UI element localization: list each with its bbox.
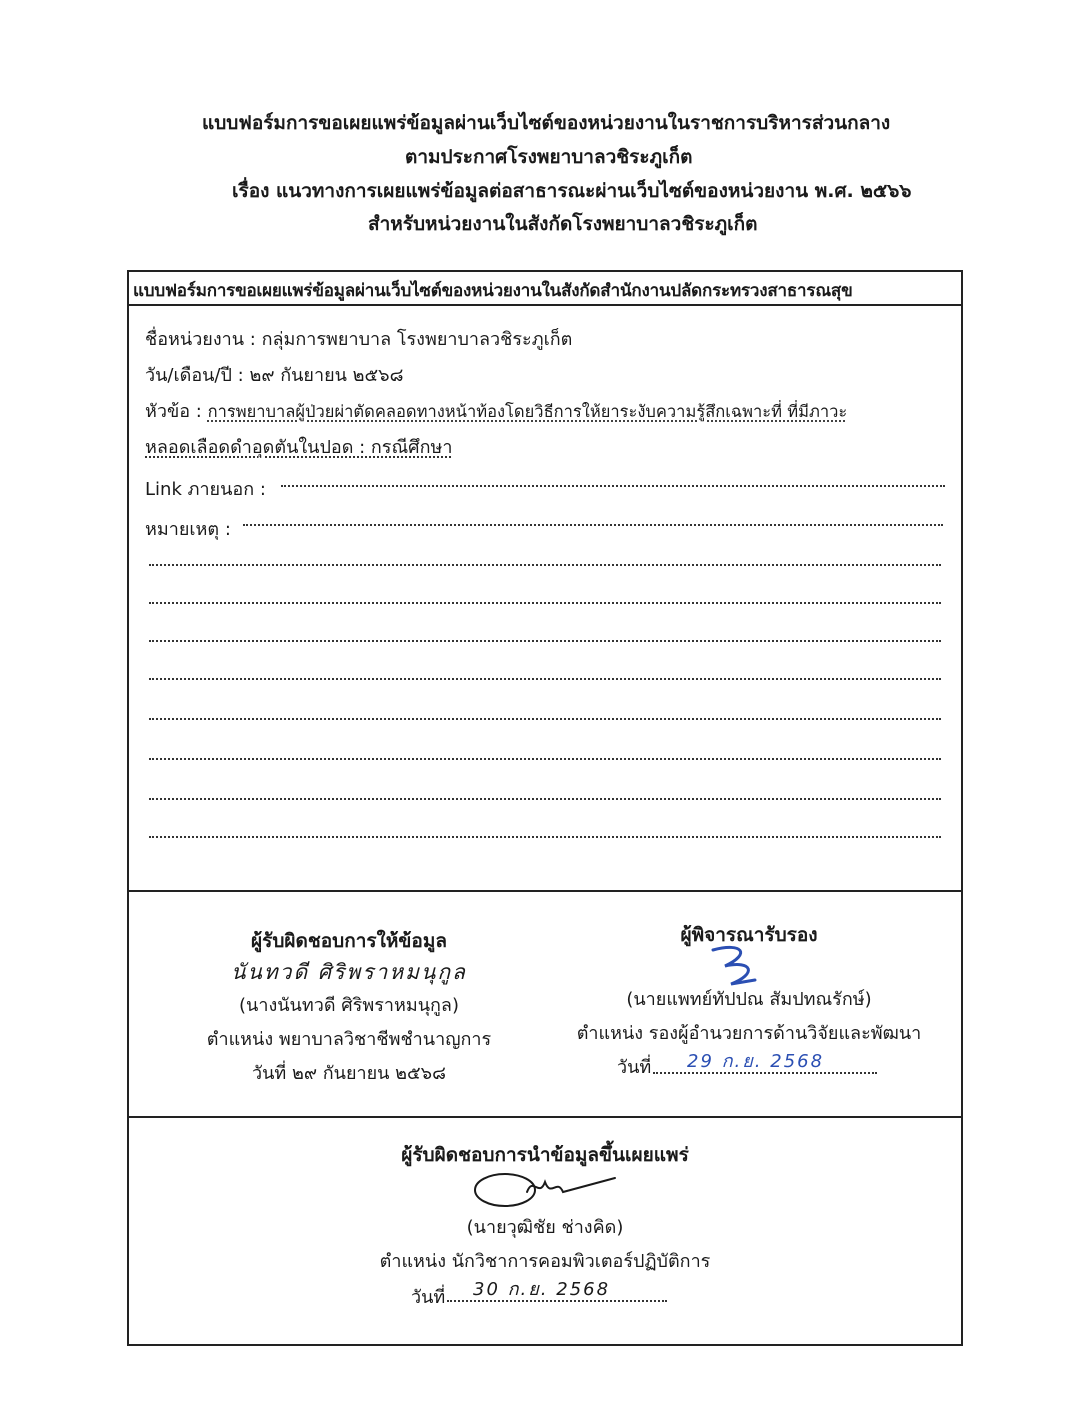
topic-line-1	[145, 396, 847, 425]
publisher-date-handwritten: 30 ก.ย. 2568	[473, 1279, 611, 1300]
note-line[interactable]	[149, 602, 941, 604]
provider-signature: นันทวดี ศิริพราหมนุกูล	[231, 960, 467, 984]
note-line[interactable]	[149, 758, 941, 760]
topic-text-1: การพยาบาลผู้ป่วยผ่าตัดคลอดทางหน้าท้องโดยวิธีการให้ยาระงับความรู้สึกเฉพาะที่ ที่มีภาวะ	[207, 402, 848, 421]
header-line-4: สำหรับหน่วยงานในสังกัดโรงพยาบาลวชิระภูเก็ต	[368, 213, 758, 235]
note-line[interactable]	[149, 640, 941, 642]
publisher-heading: ผู้รับผิดชอบการนำข้อมูลขึ้นเผยแพร่	[401, 1144, 689, 1166]
section-divider	[129, 1116, 961, 1118]
approver-position: ตำแหน่ง รองผู้อำนวยการด้านวิจัยและพัฒนา	[576, 1023, 922, 1044]
approver-date-handwritten: 29 ก.ย. 2568	[687, 1051, 825, 1072]
date-label: วัน/เดือน/ปี :	[145, 365, 244, 386]
provider-position: ตำแหน่ง พยาบาลวิชาชีพชำนาญการ	[206, 1029, 492, 1050]
section-divider	[129, 890, 961, 892]
note-dotted-line[interactable]	[243, 524, 943, 526]
note-line[interactable]	[149, 564, 941, 566]
note-line[interactable]	[149, 718, 941, 720]
header-line-3: เรื่อง แนวทางการเผยแพร่ข้อมูลต่อสาธารณะผ่านเว็บไซต์ของหน่วยงาน พ.ศ. ๒๕๖๖	[232, 180, 912, 202]
unit-label: ชื่อหน่วยงาน :	[145, 329, 256, 350]
note-line[interactable]	[149, 798, 941, 800]
topic-line-2	[145, 432, 452, 461]
provider-heading: ผู้รับผิดชอบการให้ข้อมูล	[251, 930, 447, 952]
form-title-row	[129, 272, 961, 306]
provider-date: วันที่ ๒๙ กันยายน ๒๕๖๘	[251, 1063, 446, 1084]
note-label: หมายเหตุ :	[145, 519, 231, 540]
topic-label: หัวข้อ :	[145, 401, 202, 422]
publisher-signature-mark	[469, 1168, 619, 1212]
topic-text-2: หลอดเลือดดำอุดตันในปอด : กรณีศึกษา	[145, 437, 453, 458]
approver-signature-mark	[703, 940, 767, 988]
form-title: แบบฟอร์มการขอเผยแพร่ข้อมูลผ่านเว็บไซต์ของหน่วยงานในสังกัดสำนักงานปลัดกระทรวงสาธารณสุข	[133, 281, 853, 301]
link-label: Link ภายนอก :	[145, 479, 266, 500]
header-line-1: แบบฟอร์มการขอเผยแพร่ข้อมูลผ่านเว็บไซต์ของหน่วยงานในราชการบริหารส่วนกลาง	[202, 112, 891, 134]
approver-date-label: วันที่	[617, 1057, 652, 1078]
note-line[interactable]	[149, 836, 941, 838]
date-line	[145, 360, 403, 389]
publisher-position: ตำแหน่ง นักวิชาการคอมพิวเตอร์ปฏิบัติการ	[379, 1251, 711, 1272]
publisher-name: (นายวุฒิชัย ช่างคิด)	[466, 1217, 624, 1238]
approver-name: (นายแพทย์ทัปปณ สัมปทณรักษ์)	[626, 989, 872, 1010]
approver-heading: ผู้พิจารณารับรอง	[680, 924, 818, 946]
note-line[interactable]	[149, 678, 941, 680]
link-dotted-line[interactable]	[281, 485, 945, 487]
date-value: ๒๙ กันยายน ๒๕๖๘	[249, 365, 404, 386]
form-frame	[127, 270, 963, 1346]
unit-value: กลุ่มการพยาบาล โรงพยาบาลวชิระภูเก็ต	[261, 329, 573, 350]
provider-name: (นางนันทวดี ศิริพราหมนุกูล)	[239, 995, 459, 1016]
unit-line	[145, 324, 572, 353]
header-line-2: ตามประกาศโรงพยาบาลวชิระภูเก็ต	[405, 146, 693, 168]
publisher-date-label: วันที่	[411, 1287, 446, 1308]
